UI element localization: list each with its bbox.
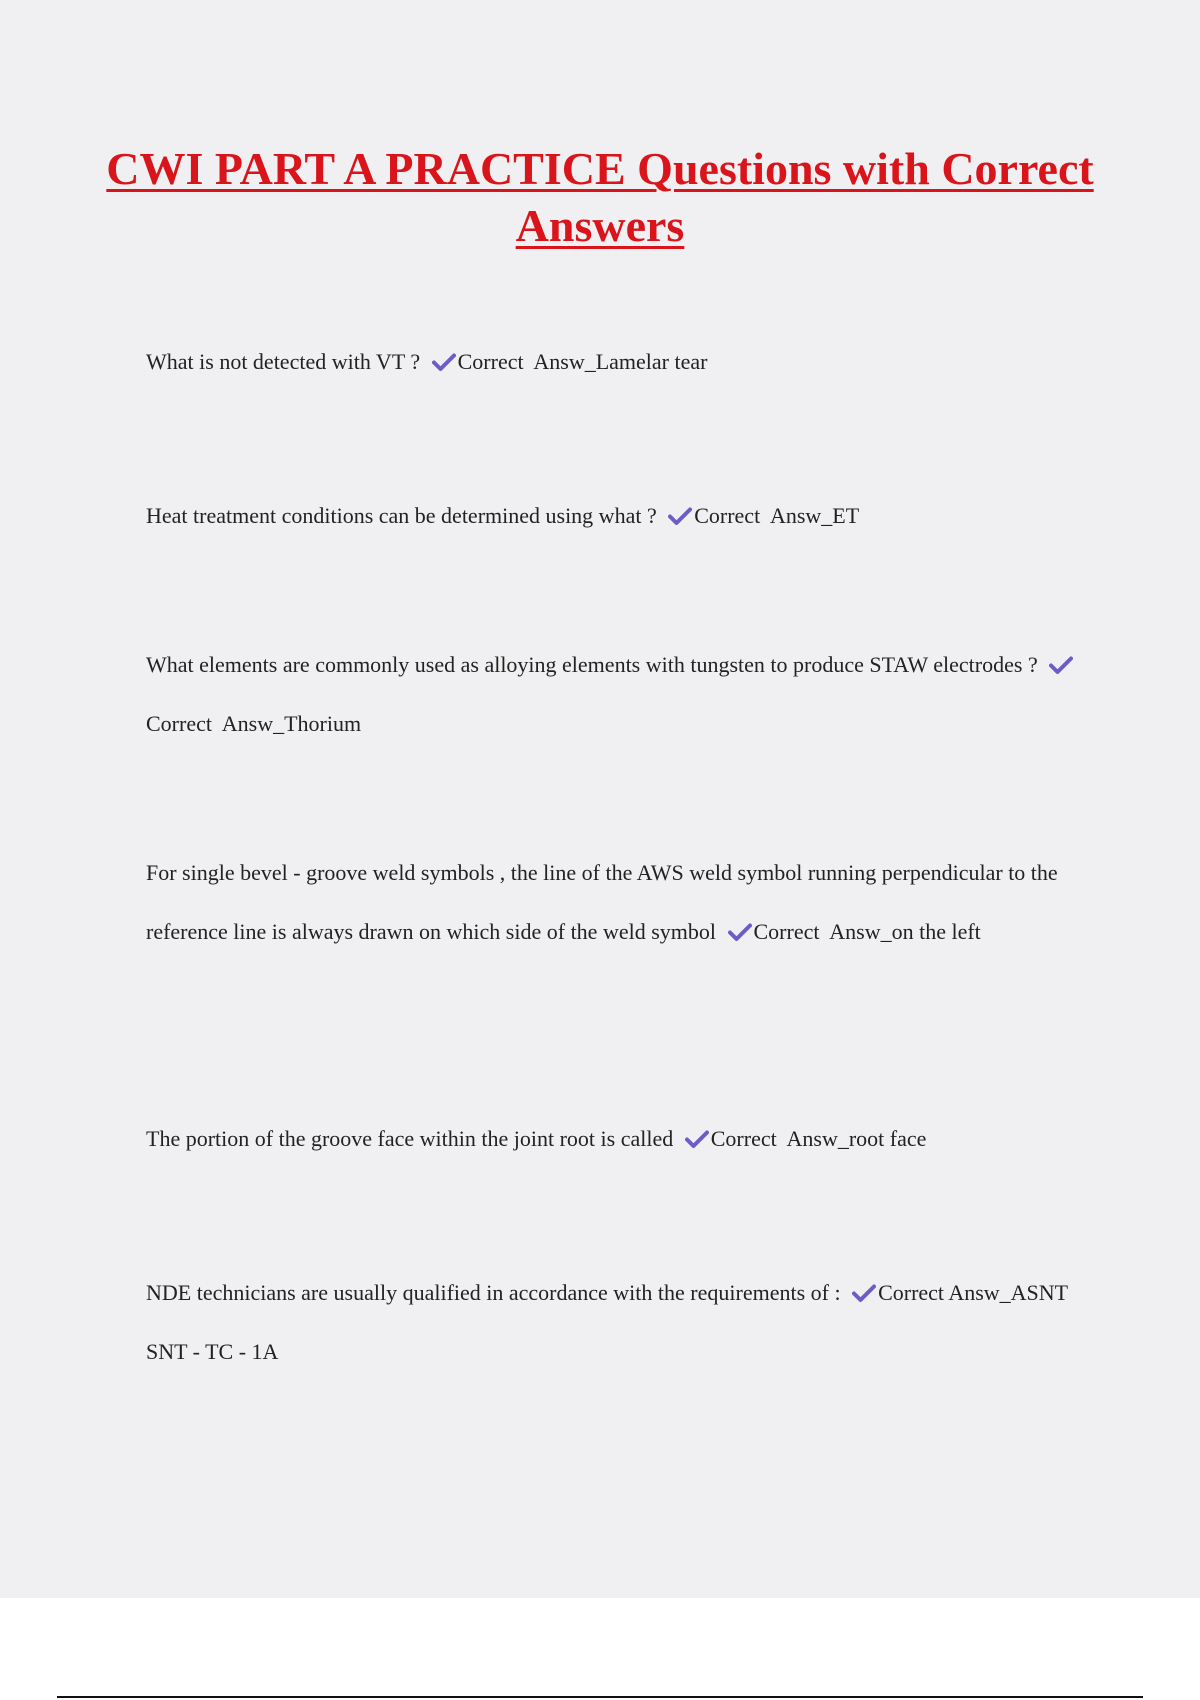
check-icon bbox=[728, 922, 752, 942]
answer-text: Correct Answ_root face bbox=[710, 1126, 927, 1151]
qa-item bbox=[146, 332, 1092, 391]
answer-text: Correct Answ_ET bbox=[694, 503, 860, 528]
answer-text: Correct Answ_Thorium bbox=[146, 711, 362, 736]
check-icon bbox=[668, 506, 692, 526]
answer-text: Correct Answ_Lamelar tear bbox=[457, 349, 708, 374]
question-text: What is not detected with VT ? bbox=[146, 349, 421, 374]
check-icon bbox=[1049, 655, 1073, 675]
answer-text: Correct Answ_ASNT SNT - TC - 1A bbox=[146, 1280, 1074, 1364]
answer-text: Correct Answ_on the left bbox=[753, 919, 981, 944]
qa-item bbox=[146, 486, 1092, 545]
question-text: Heat treatment conditions can be determined using what ? bbox=[146, 503, 657, 528]
check-icon bbox=[685, 1129, 709, 1149]
question-text: NDE technicians are usually qualified in accordance with the requirements of : bbox=[146, 1280, 841, 1305]
question-text: What elements are commonly used as alloying elements with tungsten to produce STAW electrodes ? bbox=[146, 652, 1038, 677]
footer-divider bbox=[57, 1696, 1143, 1698]
qa-item bbox=[146, 635, 1092, 753]
qa-item bbox=[146, 843, 1092, 961]
qa-item bbox=[146, 1109, 1092, 1168]
document-title: CWI PART A PRACTICE Questions with Correct Answers bbox=[106, 143, 1094, 251]
question-text: For single bevel - groove weld symbols , the line of the AWS weld symbol running perpendicular to the reference line is always drawn on which side of the weld symbol bbox=[146, 860, 1058, 944]
qa-item bbox=[146, 1263, 1092, 1381]
check-icon bbox=[432, 352, 456, 372]
question-text: The portion of the groove face within the joint root is called bbox=[146, 1126, 674, 1151]
check-icon bbox=[852, 1283, 876, 1303]
